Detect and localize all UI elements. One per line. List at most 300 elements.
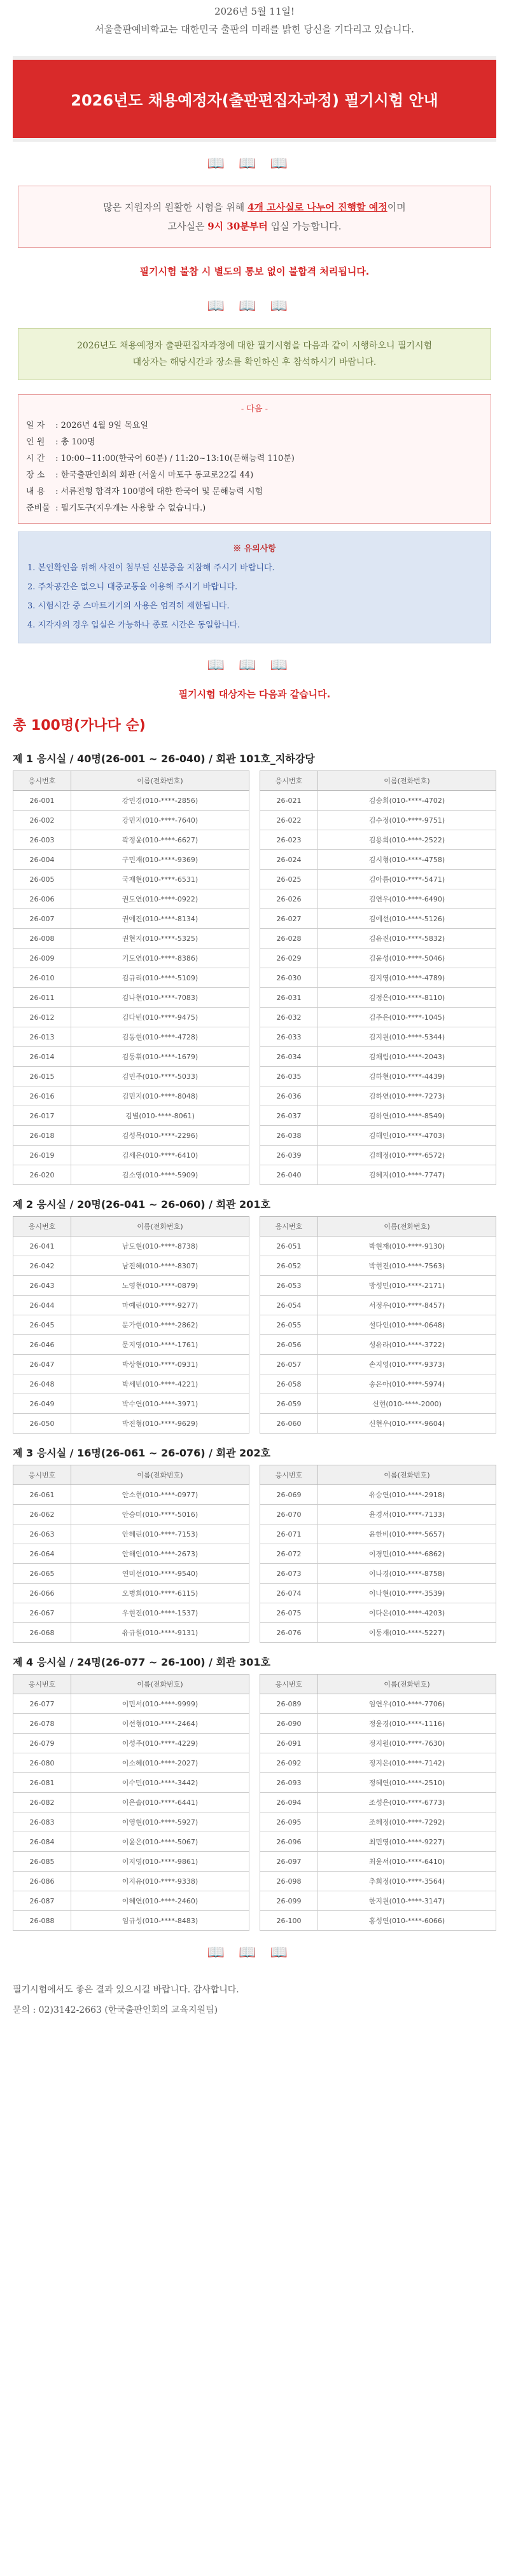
notice-text: 고사실은 xyxy=(167,221,208,232)
candidate-number: 26-057 xyxy=(260,1355,318,1374)
candidate-number: 26-078 xyxy=(13,1714,71,1734)
table-row xyxy=(13,1237,249,1256)
candidate-name: 조혜정(010-****-7292) xyxy=(318,1812,496,1832)
table-row xyxy=(260,1146,496,1165)
candidate-number: 26-002 xyxy=(13,811,71,830)
notice-text: 많은 지원자의 원활한 시험을 위해 xyxy=(103,202,248,213)
table-row xyxy=(260,1414,496,1434)
candidate-table xyxy=(260,1674,496,1931)
room-title: 제 3 응시실 / 16명(26-061 ~ 26-076) / 회관 202호 xyxy=(13,1447,270,1459)
detail-label: 내 용 xyxy=(26,487,45,497)
candidate-name: 윤한비(010-****-5657) xyxy=(318,1524,496,1544)
note-item: 3. 시험시간 중 스마트기기의 사용은 엄격히 제한됩니다. xyxy=(27,601,230,611)
candidate-name: 김윤성(010-****-5046) xyxy=(318,949,496,968)
candidate-number: 26-014 xyxy=(13,1047,71,1067)
candidate-name: 김지영(010-****-4789) xyxy=(318,968,496,988)
table-row xyxy=(260,1753,496,1773)
exam-intro-line: 대상자는 해당시간과 장소를 확인하신 후 참석하시기 바랍니다. xyxy=(132,357,377,367)
candidate-number: 26-063 xyxy=(13,1524,71,1544)
detail-row: 일 자 : 2026년 4월 9일 목요일 xyxy=(26,418,483,434)
candidate-name: 마예린(010-****-9277) xyxy=(71,1296,249,1315)
detail-row: 인 원 : 총 100명 xyxy=(26,434,483,451)
table-row xyxy=(13,1891,249,1911)
detail-value: 총 100명 xyxy=(60,437,95,447)
table-header xyxy=(260,1465,496,1485)
candidate-name: 김정은(010-****-8110) xyxy=(318,988,496,1008)
table-row xyxy=(260,1485,496,1505)
candidate-number: 26-048 xyxy=(13,1374,71,1394)
header-num: 응시번호 xyxy=(260,1465,318,1485)
table-row xyxy=(13,830,249,850)
table-row xyxy=(260,1067,496,1086)
table-row xyxy=(13,889,249,909)
total-count: 총 100명(가나다 순) xyxy=(13,718,146,734)
candidate-number: 26-011 xyxy=(13,988,71,1008)
candidate-number: 26-091 xyxy=(260,1734,318,1753)
candidate-number: 26-046 xyxy=(13,1335,71,1355)
table-row xyxy=(13,1852,249,1872)
candidate-number: 26-065 xyxy=(13,1564,71,1584)
table-row xyxy=(260,1374,496,1394)
table-row xyxy=(260,870,496,889)
open-book-icon: 📖 xyxy=(239,657,270,673)
candidate-name: 강민경(010-****-2856) xyxy=(71,791,249,811)
candidate-number: 26-066 xyxy=(13,1584,71,1603)
candidate-number: 26-034 xyxy=(260,1047,318,1067)
candidate-number: 26-039 xyxy=(260,1146,318,1165)
notice-text: 입실 가능합니다. xyxy=(267,221,342,232)
table-row xyxy=(13,1714,249,1734)
table-row xyxy=(260,1505,496,1524)
candidate-name: 정지원(010-****-7630) xyxy=(318,1734,496,1753)
candidate-number: 26-038 xyxy=(260,1126,318,1146)
candidate-name: 박세빈(010-****-4221) xyxy=(71,1374,249,1394)
candidate-number: 26-008 xyxy=(13,929,71,949)
notice-highlight: 9시 30분부터 xyxy=(207,221,268,232)
candidate-number: 26-093 xyxy=(260,1773,318,1793)
room-title: 제 2 응시실 / 20명(26-041 ~ 26-060) / 회관 201호 xyxy=(13,1198,270,1210)
candidate-name: 이동재(010-****-5227) xyxy=(318,1623,496,1643)
table-row xyxy=(260,1793,496,1812)
candidate-number: 26-017 xyxy=(13,1106,71,1126)
candidate-number: 26-071 xyxy=(260,1524,318,1544)
table-header xyxy=(13,1217,249,1237)
table-row xyxy=(13,1394,249,1414)
candidate-name: 김하연(010-****-7273) xyxy=(318,1086,496,1106)
candidate-name: 김예선(010-****-5126) xyxy=(318,909,496,929)
candidate-name: 유규원(010-****-9131) xyxy=(71,1623,249,1643)
candidate-name: 김소영(010-****-5909) xyxy=(71,1165,249,1185)
candidate-name: 안소현(010-****-0977) xyxy=(71,1485,249,1505)
candidate-name: 권예진(010-****-8134) xyxy=(71,909,249,929)
table-row xyxy=(260,1256,496,1276)
table-row xyxy=(260,1584,496,1603)
table-row xyxy=(260,1086,496,1106)
table-row xyxy=(13,1773,249,1793)
room-tables xyxy=(13,1465,496,1643)
candidate-name: 설다인(010-****-0648) xyxy=(318,1315,496,1335)
table-row xyxy=(13,1812,249,1832)
candidate-name: 김지원(010-****-5344) xyxy=(318,1027,496,1047)
candidate-number: 26-042 xyxy=(13,1256,71,1276)
table-row xyxy=(13,1335,249,1355)
candidate-number: 26-055 xyxy=(260,1315,318,1335)
table-row xyxy=(260,1047,496,1067)
table-row xyxy=(260,830,496,850)
candidate-name: 안승미(010-****-5016) xyxy=(71,1505,249,1524)
candidate-number: 26-023 xyxy=(260,830,318,850)
candidate-number: 26-040 xyxy=(260,1165,318,1185)
table-header xyxy=(13,1675,249,1694)
candidate-number: 26-080 xyxy=(13,1753,71,1773)
candidate-number: 26-058 xyxy=(260,1374,318,1394)
detail-value: 10:00~11:00(한국어 60분) / 11:20~13:10(문해능력 110분) xyxy=(60,454,295,463)
exam-intro-line: 2026년도 채용예정자 출판편집자과정에 대한 필기시험을 다음과 같이 시행하오니 필기시험 xyxy=(76,341,433,351)
candidate-number: 26-033 xyxy=(260,1027,318,1047)
candidate-number: 26-036 xyxy=(260,1086,318,1106)
candidate-name: 곽정윤(010-****-6627) xyxy=(71,830,249,850)
candidate-name: 정혜연(010-****-2510) xyxy=(318,1773,496,1793)
candidate-number: 26-067 xyxy=(13,1603,71,1623)
candidate-number: 26-073 xyxy=(260,1564,318,1584)
table-row xyxy=(260,1564,496,1584)
open-book-icon: 📖 xyxy=(270,298,302,314)
notice-text: 이며 xyxy=(387,202,406,213)
table-row xyxy=(260,1237,496,1256)
candidate-number: 26-082 xyxy=(13,1793,71,1812)
table-row xyxy=(260,850,496,870)
candidate-number: 26-068 xyxy=(13,1623,71,1643)
candidate-number: 26-087 xyxy=(13,1891,71,1911)
candidate-name: 김나현(010-****-7083) xyxy=(71,988,249,1008)
table-row xyxy=(13,988,249,1008)
candidate-name: 박진형(010-****-9629) xyxy=(71,1414,249,1434)
candidate-name: 이소혜(010-****-2027) xyxy=(71,1753,249,1773)
candidate-number: 26-028 xyxy=(260,929,318,949)
details-title: - 다음 - xyxy=(241,404,268,414)
candidate-table xyxy=(260,1465,496,1643)
candidate-number: 26-088 xyxy=(13,1911,71,1931)
candidate-number: 26-098 xyxy=(260,1872,318,1891)
table-row xyxy=(260,1524,496,1544)
candidate-name: 신현우(010-****-9604) xyxy=(318,1414,496,1434)
notice-highlight: 4개 고사실로 나누어 진행할 예정 xyxy=(248,202,387,213)
candidate-name: 권도연(010-****-0922) xyxy=(71,889,249,909)
candidate-name: 기도연(010-****-8386) xyxy=(71,949,249,968)
candidate-name: 이윤은(010-****-5067) xyxy=(71,1832,249,1852)
candidate-number: 26-027 xyxy=(260,909,318,929)
table-row xyxy=(260,1891,496,1911)
candidate-number: 26-096 xyxy=(260,1832,318,1852)
detail-value: 서류전형 합격자 100명에 대한 한국어 및 문해능력 시험 xyxy=(60,487,263,497)
room-title: 제 4 응시실 / 24명(26-077 ~ 26-100) / 회관 301호 xyxy=(13,1656,270,1668)
table-row xyxy=(13,1067,249,1086)
book-icons xyxy=(13,284,496,328)
candidate-name: 이선형(010-****-2464) xyxy=(71,1714,249,1734)
candidate-number: 26-016 xyxy=(13,1086,71,1106)
candidate-table xyxy=(260,1216,496,1434)
candidate-heading: 필기시험 대상자는 다음과 같습니다. xyxy=(178,689,331,700)
candidate-name: 구민재(010-****-9369) xyxy=(71,850,249,870)
table-row xyxy=(13,1564,249,1584)
detail-label: 일 자 xyxy=(26,421,45,430)
candidate-name: 김연우(010-****-6490) xyxy=(318,889,496,909)
candidate-number: 26-022 xyxy=(260,811,318,830)
table-row xyxy=(13,1872,249,1891)
room-tables xyxy=(13,1216,496,1434)
open-book-icon: 📖 xyxy=(207,298,239,314)
header-num: 응시번호 xyxy=(13,1217,71,1237)
candidate-number: 26-059 xyxy=(260,1394,318,1414)
candidate-number: 26-061 xyxy=(13,1485,71,1505)
table-row xyxy=(260,791,496,811)
candidate-number: 26-085 xyxy=(13,1852,71,1872)
candidate-name: 김시형(010-****-4758) xyxy=(318,850,496,870)
candidate-name: 김민주(010-****-5033) xyxy=(71,1067,249,1086)
candidate-name: 이나현(010-****-3539) xyxy=(318,1584,496,1603)
table-row xyxy=(13,1296,249,1315)
table-header xyxy=(260,771,496,791)
table-row xyxy=(13,1027,249,1047)
candidate-name: 이지유(010-****-9338) xyxy=(71,1872,249,1891)
candidate-number: 26-060 xyxy=(260,1414,318,1434)
candidate-number: 26-047 xyxy=(13,1355,71,1374)
candidate-name: 신현(010-****-2000) xyxy=(318,1394,496,1414)
header-num: 응시번호 xyxy=(13,1465,71,1485)
candidate-number: 26-010 xyxy=(13,968,71,988)
header-num: 응시번호 xyxy=(260,771,318,791)
open-book-icon: 📖 xyxy=(270,657,302,673)
table-row xyxy=(13,968,249,988)
table-row xyxy=(13,1911,249,1931)
candidate-name: 김동현(010-****-4728) xyxy=(71,1027,249,1047)
table-row xyxy=(13,1355,249,1374)
candidate-name: 안해인(010-****-2673) xyxy=(71,1544,249,1564)
candidate-name: 손지영(010-****-9373) xyxy=(318,1355,496,1374)
candidate-name: 성유라(010-****-3722) xyxy=(318,1335,496,1355)
candidate-number: 26-007 xyxy=(13,909,71,929)
table-row xyxy=(260,968,496,988)
detail-label: 준비물 xyxy=(26,504,50,513)
table-row xyxy=(260,1773,496,1793)
table-row xyxy=(13,1694,249,1714)
candidate-number: 26-056 xyxy=(260,1335,318,1355)
candidate-name: 안혜린(010-****-7153) xyxy=(71,1524,249,1544)
open-book-icon: 📖 xyxy=(207,657,239,673)
candidate-number: 26-077 xyxy=(13,1694,71,1714)
intro-date: 2026년 5월 11일! xyxy=(214,6,295,17)
table-row xyxy=(260,1165,496,1185)
header-num: 응시번호 xyxy=(13,771,71,791)
candidate-name: 김용희(010-****-2522) xyxy=(318,830,496,850)
table-row xyxy=(260,1623,496,1643)
candidate-number: 26-019 xyxy=(13,1146,71,1165)
header-name: 이름(전화번호) xyxy=(71,771,249,791)
candidate-number: 26-099 xyxy=(260,1891,318,1911)
detail-value: 한국출판인회의 회관 (서울시 마포구 동교로22길 44) xyxy=(60,470,254,480)
note-item: 1. 본인확인을 위해 사진이 첨부된 신분증을 지참해 주시기 바랍니다. xyxy=(27,563,275,573)
candidate-number: 26-086 xyxy=(13,1872,71,1891)
candidate-name: 최윤서(010-****-6410) xyxy=(318,1852,496,1872)
table-row xyxy=(13,1315,249,1335)
candidate-number: 26-005 xyxy=(13,870,71,889)
candidate-name: 최민영(010-****-9227) xyxy=(318,1832,496,1852)
table-row xyxy=(13,929,249,949)
table-row xyxy=(260,1027,496,1047)
candidate-number: 26-095 xyxy=(260,1812,318,1832)
candidate-name: 윤경서(010-****-7133) xyxy=(318,1505,496,1524)
header-name: 이름(전화번호) xyxy=(318,1465,496,1485)
table-row xyxy=(260,811,496,830)
table-row xyxy=(260,1911,496,1931)
table-row xyxy=(13,1276,249,1296)
candidate-name: 김세은(010-****-6410) xyxy=(71,1146,249,1165)
candidate-number: 26-083 xyxy=(13,1812,71,1832)
candidate-number: 26-094 xyxy=(260,1793,318,1812)
candidate-name: 김채림(010-****-2043) xyxy=(318,1047,496,1067)
candidate-number: 26-013 xyxy=(13,1027,71,1047)
open-book-icon: 📖 xyxy=(270,156,302,172)
candidate-number: 26-031 xyxy=(260,988,318,1008)
table-row xyxy=(260,1106,496,1126)
candidate-number: 26-090 xyxy=(260,1714,318,1734)
candidate-table xyxy=(13,771,249,1185)
table-row xyxy=(13,1146,249,1165)
candidate-name: 이수민(010-****-3442) xyxy=(71,1773,249,1793)
table-row xyxy=(13,1505,249,1524)
candidate-name: 노영현(010-****-0879) xyxy=(71,1276,249,1296)
table-row xyxy=(260,1694,496,1714)
candidate-number: 26-084 xyxy=(13,1832,71,1852)
table-row xyxy=(13,1256,249,1276)
table-row xyxy=(13,1047,249,1067)
candidate-name: 추희정(010-****-3564) xyxy=(318,1872,496,1891)
candidate-name: 정지은(010-****-7142) xyxy=(318,1753,496,1773)
candidate-number: 26-003 xyxy=(13,830,71,850)
notes-title: ※ 유의사항 xyxy=(233,544,276,554)
table-row xyxy=(260,929,496,949)
note-item: 4. 지각자의 경우 입실은 가능하나 종료 시간은 동일합니다. xyxy=(27,620,241,630)
candidate-number: 26-006 xyxy=(13,889,71,909)
table-row xyxy=(260,1603,496,1623)
header-name: 이름(전화번호) xyxy=(71,1675,249,1694)
detail-row: 내 용 : 서류전형 합격자 100명에 대한 한국어 및 문해능력 시험 xyxy=(26,484,483,500)
open-book-icon: 📖 xyxy=(270,1945,302,1961)
candidate-name: 정윤경(010-****-1116) xyxy=(318,1714,496,1734)
open-book-icon: 📖 xyxy=(239,1945,270,1961)
footer-message: 필기시험에서도 좋은 결과 있으시길 바랍니다. 감사합니다. xyxy=(13,1985,239,1995)
table-row xyxy=(260,1832,496,1852)
candidate-number: 26-076 xyxy=(260,1623,318,1643)
candidate-number: 26-051 xyxy=(260,1237,318,1256)
table-row xyxy=(13,1544,249,1564)
table-row xyxy=(260,1812,496,1832)
candidate-name: 김동휘(010-****-1679) xyxy=(71,1047,249,1067)
detail-row: 장 소 : 한국출판인회의 회관 (서울시 마포구 동교로22길 44) xyxy=(26,467,483,484)
header-name: 이름(전화번호) xyxy=(318,771,496,791)
open-book-icon: 📖 xyxy=(239,298,270,314)
candidate-number: 26-052 xyxy=(260,1256,318,1276)
table-row xyxy=(260,1355,496,1374)
candidate-number: 26-018 xyxy=(13,1126,71,1146)
candidate-number: 26-044 xyxy=(13,1296,71,1315)
table-row xyxy=(260,1315,496,1335)
table-row xyxy=(260,1394,496,1414)
absence-warning: 필기시험 불참 시 별도의 통보 없이 불합격 처리됩니다. xyxy=(139,266,370,277)
table-row xyxy=(260,1734,496,1753)
detail-row: 시 간 : 10:00~11:00(한국어 60분) / 11:20~13:10(문해능력 110분) xyxy=(26,451,483,467)
candidate-name: 이혜연(010-****-2460) xyxy=(71,1891,249,1911)
candidate-name: 김하현(010-****-4439) xyxy=(318,1067,496,1086)
table-row xyxy=(13,1524,249,1544)
candidate-number: 26-043 xyxy=(13,1276,71,1296)
candidate-number: 26-009 xyxy=(13,949,71,968)
candidate-name: 유승연(010-****-2918) xyxy=(318,1485,496,1505)
candidate-name: 남진혜(010-****-8307) xyxy=(71,1256,249,1276)
candidate-name: 송은아(010-****-5974) xyxy=(318,1374,496,1394)
candidate-name: 박상현(010-****-0931) xyxy=(71,1355,249,1374)
candidate-name: 이경민(010-****-6862) xyxy=(318,1544,496,1564)
detail-value: 필기도구(지우개는 사용할 수 없습니다.) xyxy=(60,504,206,513)
notes-box xyxy=(18,531,491,643)
page xyxy=(13,0,496,2020)
candidate-number: 26-004 xyxy=(13,850,71,870)
candidate-name: 이민서(010-****-9999) xyxy=(71,1694,249,1714)
candidate-name: 김송희(010-****-4702) xyxy=(318,791,496,811)
table-row xyxy=(260,1276,496,1296)
table-row xyxy=(260,949,496,968)
table-row xyxy=(13,811,249,830)
candidate-number: 26-054 xyxy=(260,1296,318,1315)
table-row xyxy=(260,1544,496,1564)
room-title: 제 1 응시실 / 40명(26-001 ~ 26-040) / 회관 101호_지하강당 xyxy=(13,753,315,765)
candidate-name: 김다빈(010-****-9475) xyxy=(71,1008,249,1027)
candidate-name: 임규성(010-****-8483) xyxy=(71,1911,249,1931)
candidate-name: 김유진(010-****-5832) xyxy=(318,929,496,949)
candidate-name: 한지원(010-****-3147) xyxy=(318,1891,496,1911)
candidate-number: 26-020 xyxy=(13,1165,71,1185)
table-row xyxy=(13,1734,249,1753)
candidate-name: 이영현(010-****-5927) xyxy=(71,1812,249,1832)
table-row xyxy=(13,1165,249,1185)
candidate-number: 26-037 xyxy=(260,1106,318,1126)
header-num: 응시번호 xyxy=(260,1217,318,1237)
candidate-name: 서정우(010-****-8457) xyxy=(318,1296,496,1315)
candidate-number: 26-075 xyxy=(260,1603,318,1623)
table-row xyxy=(260,1126,496,1146)
candidate-name: 박현재(010-****-9130) xyxy=(318,1237,496,1256)
book-icons xyxy=(13,142,496,186)
table-row xyxy=(13,1485,249,1505)
table-row xyxy=(260,1714,496,1734)
header-num: 응시번호 xyxy=(13,1675,71,1694)
candidate-name: 홍성연(010-****-6066) xyxy=(318,1911,496,1931)
table-row xyxy=(13,870,249,889)
candidate-number: 26-081 xyxy=(13,1773,71,1793)
candidate-name: 문지영(010-****-1761) xyxy=(71,1335,249,1355)
candidate-name: 김주은(010-****-1045) xyxy=(318,1008,496,1027)
candidate-number: 26-030 xyxy=(260,968,318,988)
candidate-number: 26-053 xyxy=(260,1276,318,1296)
detail-label: 시 간 xyxy=(26,454,45,463)
table-row xyxy=(13,949,249,968)
candidate-table xyxy=(13,1216,249,1434)
candidate-number: 26-064 xyxy=(13,1544,71,1564)
header-name: 이름(전화번호) xyxy=(71,1465,249,1485)
table-row xyxy=(13,1086,249,1106)
candidate-name: 문가현(010-****-2862) xyxy=(71,1315,249,1335)
room-tables xyxy=(13,771,496,1185)
